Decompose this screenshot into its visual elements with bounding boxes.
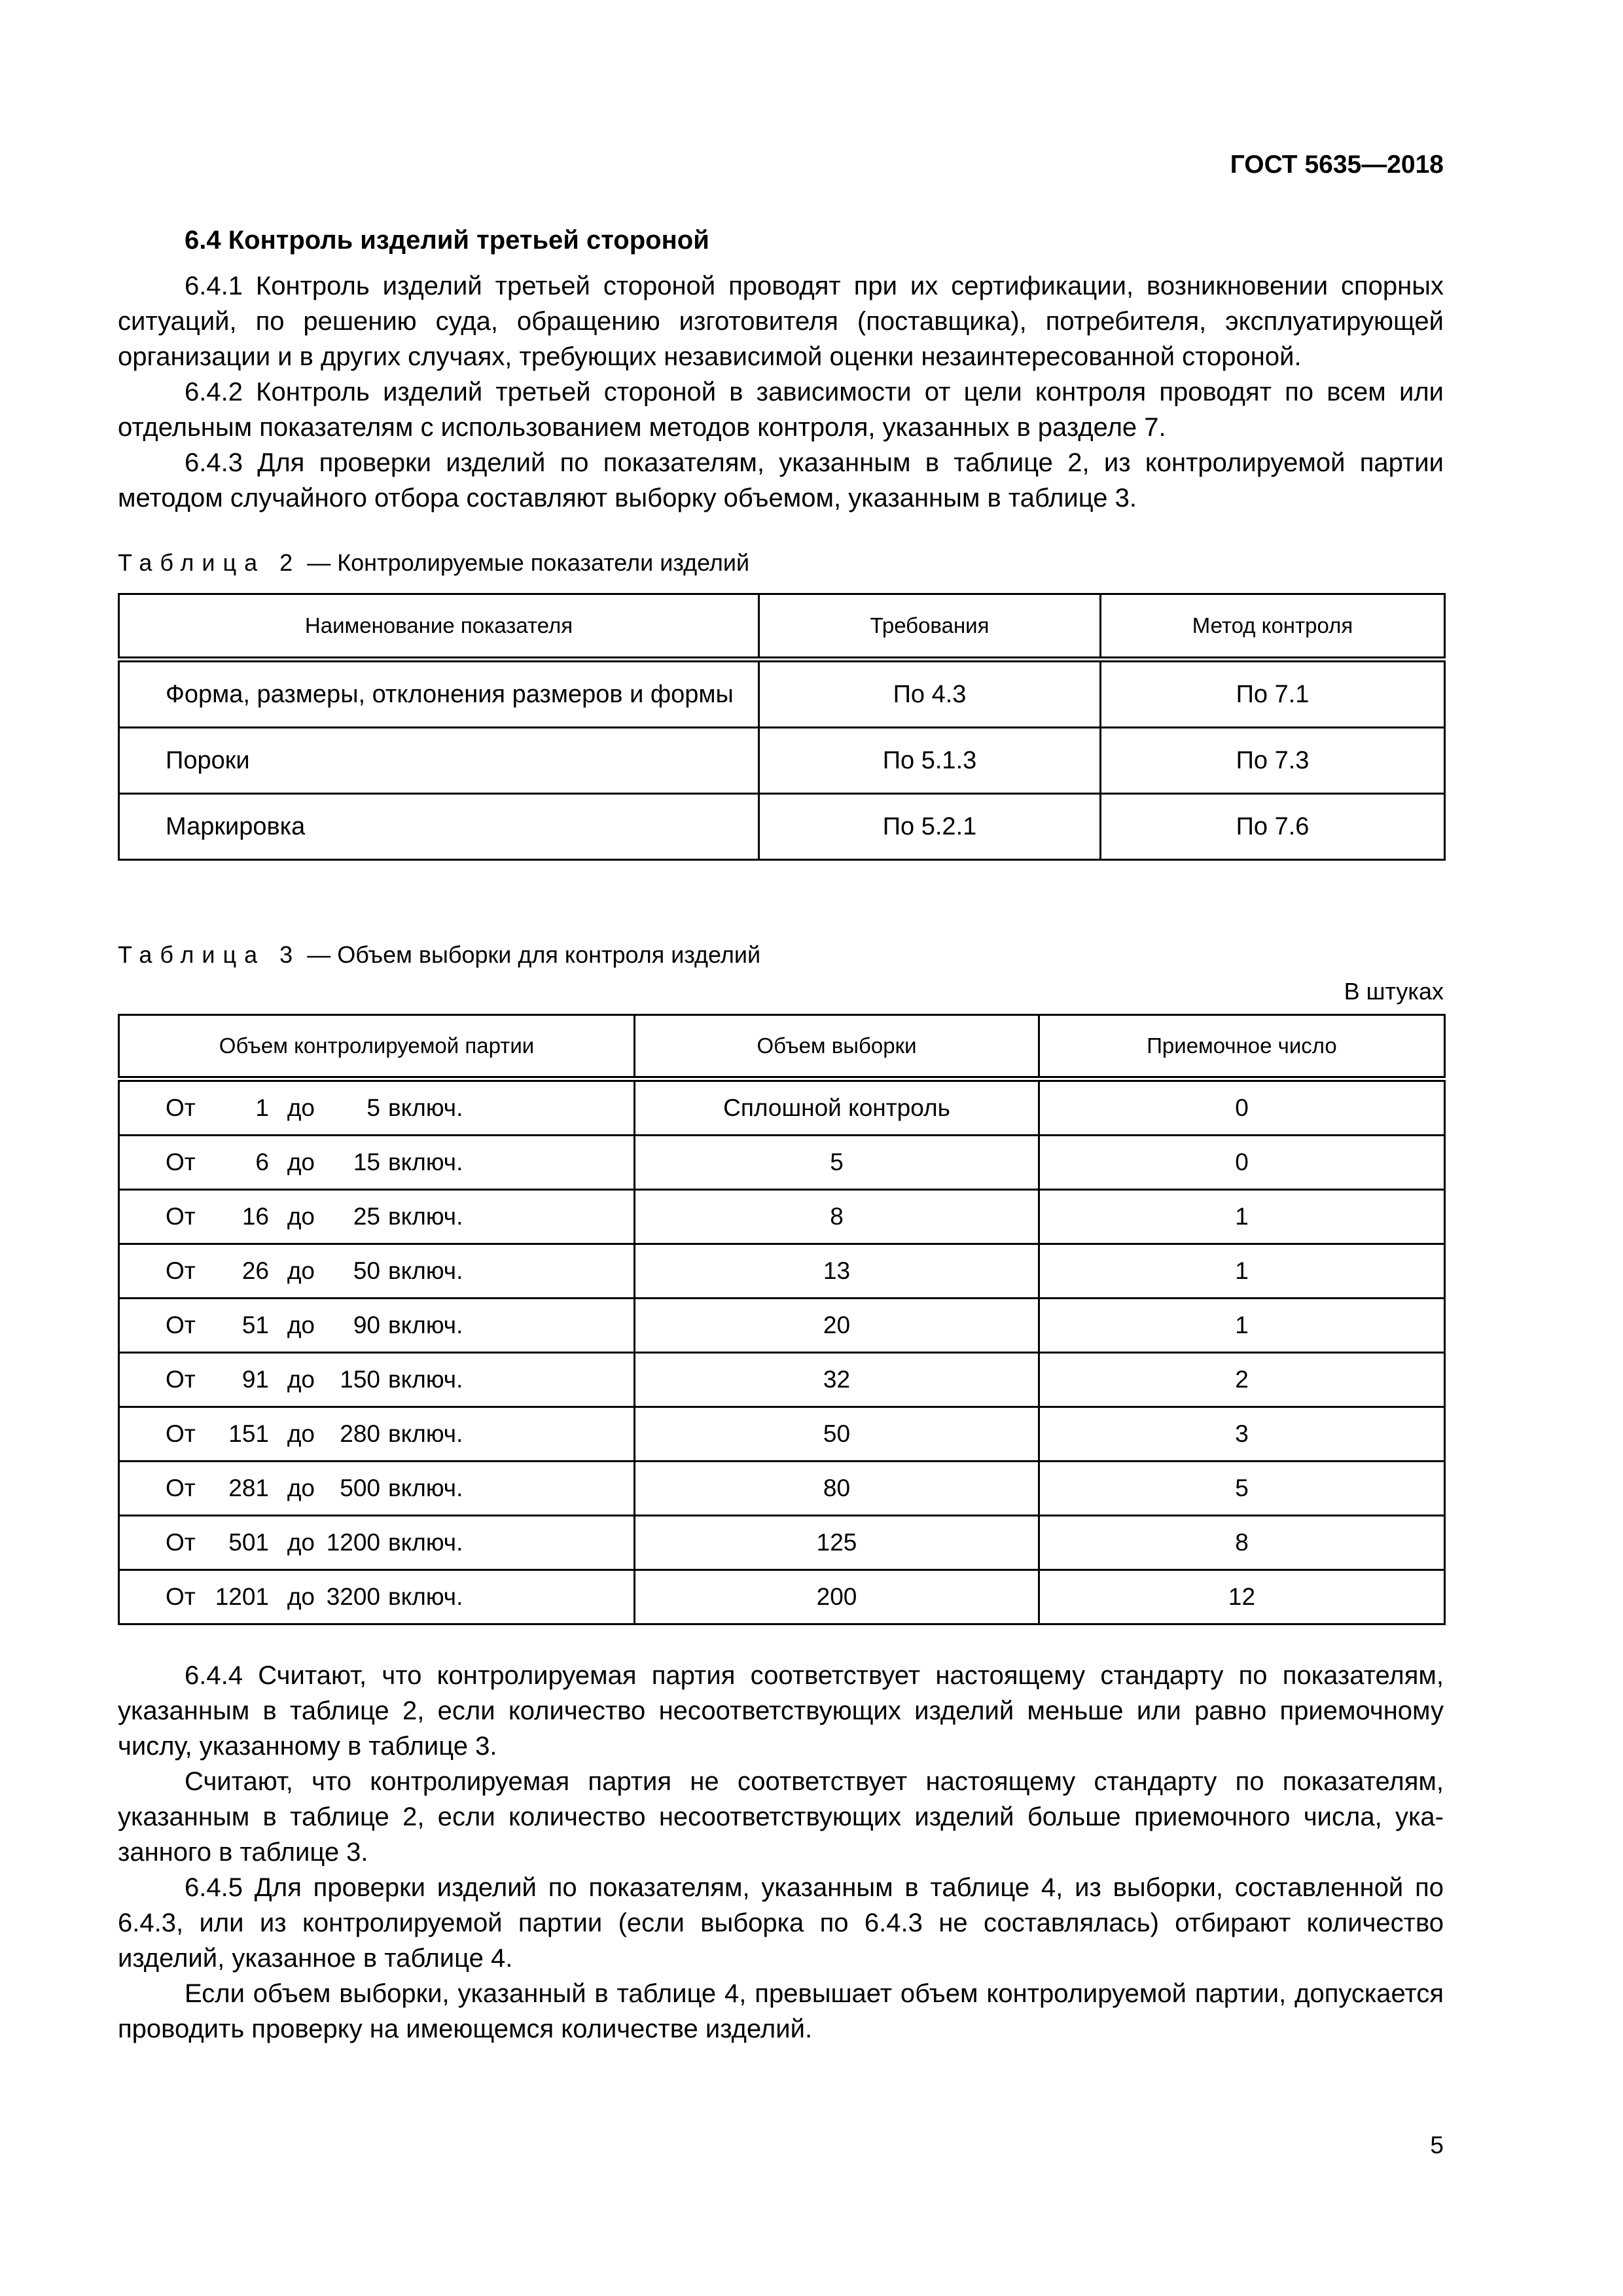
table2-cell-requirement: По 5.1.3 — [759, 728, 1101, 794]
table2-label: Таблица 2 — [118, 549, 301, 576]
range-lower-bound: 281 — [228, 1475, 269, 1501]
range-lower-bound: 1201 — [215, 1583, 269, 1610]
range-lower-bound: 501 — [228, 1529, 269, 1556]
range-to-label: до — [287, 1475, 315, 1501]
range-upper-bound: 3200 — [326, 1583, 380, 1610]
range-inclusive-label: включ. — [388, 1312, 463, 1338]
range-upper-bound: 25 — [353, 1203, 380, 1230]
range-from-label: От — [166, 1529, 196, 1556]
paragraph-6-4-5-second: Если объем выборки, указанный в таблице 4, превышает объем контролируемой партии, допускается проводить проверку на имеющемся количестве изделий. — [118, 1979, 1444, 2043]
table3-cell-sample-size: 5 — [635, 1136, 1039, 1190]
table3-cell-batch-range — [119, 1136, 635, 1190]
table-row — [119, 1570, 1445, 1624]
range-lower-bound: 6 — [255, 1149, 269, 1175]
table2-header-cell: Наименование показателя — [119, 594, 759, 660]
paragraph-6-4-5: 6.4.5 Для проверки изделий по показателям, указанным в таблице 4, из выборки, составленной по 6.4.3, или из контролируемой партии (если выборка по 6.4.3 не составлялась) отбирают количество изделий, указанное в таблице 4. — [118, 1873, 1444, 1973]
range-to-label: до — [287, 1312, 315, 1338]
range-to-label: до — [287, 1203, 315, 1230]
table3-cell-sample-size: 80 — [635, 1462, 1039, 1516]
table2-cell-method: По 7.1 — [1101, 660, 1445, 728]
range-to-label: до — [287, 1366, 315, 1393]
range-from-label: От — [166, 1203, 196, 1230]
table3-cell-acceptance-number: 0 — [1039, 1136, 1445, 1190]
table3-cell-sample-size: 20 — [635, 1299, 1039, 1353]
range-upper-bound: 1200 — [326, 1529, 380, 1556]
range-lower-bound: 91 — [241, 1366, 269, 1393]
range-from-label: От — [166, 1420, 196, 1447]
range-to-label: до — [287, 1094, 315, 1121]
table-row — [119, 1190, 1445, 1244]
paragraph-6-4-4-second: Считают, что контролируемая партия не соответствует настоящему стандарту по показателям, указанным в таблице 2, если количество несоответствующих изделий больше приемочного числа, указанного в таблице 3. — [118, 1767, 1444, 1867]
range-to-label: до — [287, 1149, 315, 1175]
range-inclusive-label: включ. — [388, 1583, 463, 1610]
table3-header-cell: Объем контролируемой партии — [119, 1015, 635, 1079]
paragraph-6-4-3: 6.4.3 Для проверки изделий по показателям, указанным в таблице 2, из контролируемой партии методом случайного отбора составляют выборку объемом, указанным в таблице 3. — [118, 448, 1444, 512]
range-inclusive-label: включ. — [388, 1420, 463, 1447]
table3-cell-sample-size: 13 — [635, 1244, 1039, 1299]
table3-cell-sample-size: 50 — [635, 1407, 1039, 1462]
range-to-label: до — [287, 1420, 315, 1447]
page-number: 5 — [1430, 2132, 1444, 2159]
range-upper-bound: 90 — [353, 1312, 380, 1338]
table-3 — [118, 1014, 1446, 1625]
section-title: 6.4 Контроль изделий третьей стороной — [185, 226, 709, 255]
document-code: ГОСТ 5635—2018 — [1230, 151, 1444, 179]
table3-cell-sample-size: 125 — [635, 1516, 1039, 1570]
table2-cell-indicator: Пороки — [119, 728, 759, 794]
range-inclusive-label: включ. — [388, 1203, 463, 1230]
range-inclusive-label: включ. — [388, 1257, 463, 1284]
table3-caption — [118, 939, 1444, 971]
table2-cell-indicator: Форма, размеры, отклонения размеров и формы — [119, 660, 759, 728]
table3-cell-batch-range — [119, 1244, 635, 1299]
table3-body — [119, 1079, 1445, 1624]
table3-cell-batch-range — [119, 1079, 635, 1136]
table3-cell-acceptance-number: 1 — [1039, 1244, 1445, 1299]
table-row — [119, 1407, 1445, 1462]
table2-cell-indicator: Маркировка — [119, 794, 759, 860]
table3-cell-acceptance-number: 1 — [1039, 1190, 1445, 1244]
table3-cell-sample-size: 32 — [635, 1353, 1039, 1407]
paragraph-6-4-1: 6.4.1 Контроль изделий третьей стороной проводят при их сертификации, возникновении спорных ситуаций, по решению суда, обращению изготовителя (поставщика), потребителя, эксплуатирующей организации и в других случаях, требующих независимой оценки незаинтересованной стороной. — [118, 272, 1444, 371]
table2-header-row — [119, 594, 1445, 660]
table-row — [119, 1079, 1445, 1136]
table3-cell-batch-range — [119, 1353, 635, 1407]
table3-cell-acceptance-number: 5 — [1039, 1462, 1445, 1516]
table3-cell-acceptance-number: 12 — [1039, 1570, 1445, 1624]
paragraph-6-4-2: 6.4.2 Контроль изделий третьей стороной в зависимости от цели контроля проводят по всем или отдельным показателям с использованием методов контроля, указанных в разделе 7. — [118, 378, 1444, 442]
page-content — [118, 223, 1444, 2047]
range-to-label: до — [287, 1529, 315, 1556]
table-row — [119, 728, 1445, 794]
range-inclusive-label: включ. — [388, 1149, 463, 1175]
table2-cell-method: По 7.6 — [1101, 794, 1445, 860]
table-row — [119, 1299, 1445, 1353]
range-inclusive-label: включ. — [388, 1475, 463, 1501]
table3-header-cell: Объем выборки — [635, 1015, 1039, 1079]
table2-cell-method: По 7.3 — [1101, 728, 1445, 794]
table-row — [119, 1462, 1445, 1516]
table-row — [119, 794, 1445, 860]
table3-cell-acceptance-number: 8 — [1039, 1516, 1445, 1570]
table3-cell-batch-range — [119, 1570, 635, 1624]
table3-header-row — [119, 1015, 1445, 1079]
table3-cell-sample-size: 8 — [635, 1190, 1039, 1244]
table3-title: — Объем выборки для контроля изделий — [300, 941, 761, 968]
range-inclusive-label: включ. — [388, 1529, 463, 1556]
table3-cell-sample-size: 200 — [635, 1570, 1039, 1624]
table2-cell-requirement: По 4.3 — [759, 660, 1101, 728]
range-upper-bound: 15 — [353, 1149, 380, 1175]
table3-cell-acceptance-number: 1 — [1039, 1299, 1445, 1353]
table3-cell-acceptance-number: 3 — [1039, 1407, 1445, 1462]
range-to-label: до — [287, 1257, 315, 1284]
table-row — [119, 1136, 1445, 1190]
table2-header-cell: Метод контроля — [1101, 594, 1445, 660]
range-lower-bound: 1 — [255, 1094, 269, 1121]
range-lower-bound: 51 — [241, 1312, 269, 1338]
table-row — [119, 1244, 1445, 1299]
range-lower-bound: 26 — [241, 1257, 269, 1284]
paragraph-6-4-4: 6.4.4 Считают, что контролируемая партия соответствует настоящему стандарту по показателям, указанным в таблице 2, если количество несоответствующих изделий меньше или равно приемочному числу, указанному в таблице 3. — [118, 1661, 1444, 1761]
table2-cell-requirement: По 5.2.1 — [759, 794, 1101, 860]
range-from-label: От — [166, 1149, 196, 1175]
range-lower-bound: 16 — [241, 1203, 269, 1230]
table2-title: — Контролируемые показатели изделий — [300, 549, 750, 576]
range-inclusive-label: включ. — [388, 1094, 463, 1121]
range-from-label: От — [166, 1312, 196, 1338]
range-upper-bound: 5 — [366, 1094, 380, 1121]
table2-caption — [118, 547, 1444, 579]
range-from-label: От — [166, 1475, 196, 1501]
range-upper-bound: 50 — [353, 1257, 380, 1284]
table3-cell-batch-range — [119, 1299, 635, 1353]
table3-cell-batch-range — [119, 1516, 635, 1570]
range-to-label: до — [287, 1583, 315, 1610]
table3-units: В штуках — [1344, 978, 1444, 1005]
range-inclusive-label: включ. — [388, 1366, 463, 1393]
table3-cell-batch-range — [119, 1190, 635, 1244]
range-lower-bound: 151 — [228, 1420, 269, 1447]
table3-cell-sample-size: Сплошной контроль — [635, 1079, 1039, 1136]
table-2 — [118, 593, 1446, 861]
table-row — [119, 1353, 1445, 1407]
range-from-label: От — [166, 1257, 196, 1284]
table3-cell-acceptance-number: 2 — [1039, 1353, 1445, 1407]
table-row — [119, 1516, 1445, 1570]
table3-cell-batch-range — [119, 1462, 635, 1516]
range-upper-bound: 500 — [340, 1475, 380, 1501]
table-row — [119, 660, 1445, 728]
range-upper-bound: 150 — [340, 1366, 380, 1393]
table3-cell-batch-range — [119, 1407, 635, 1462]
table3-header-cell: Приемочное число — [1039, 1015, 1445, 1079]
range-upper-bound: 280 — [340, 1420, 380, 1447]
table2-header-cell: Требования — [759, 594, 1101, 660]
range-from-label: От — [166, 1094, 196, 1121]
table3-label: Таблица 3 — [118, 941, 301, 968]
range-from-label: От — [166, 1583, 196, 1610]
range-from-label: От — [166, 1366, 196, 1393]
table3-cell-acceptance-number: 0 — [1039, 1079, 1445, 1136]
